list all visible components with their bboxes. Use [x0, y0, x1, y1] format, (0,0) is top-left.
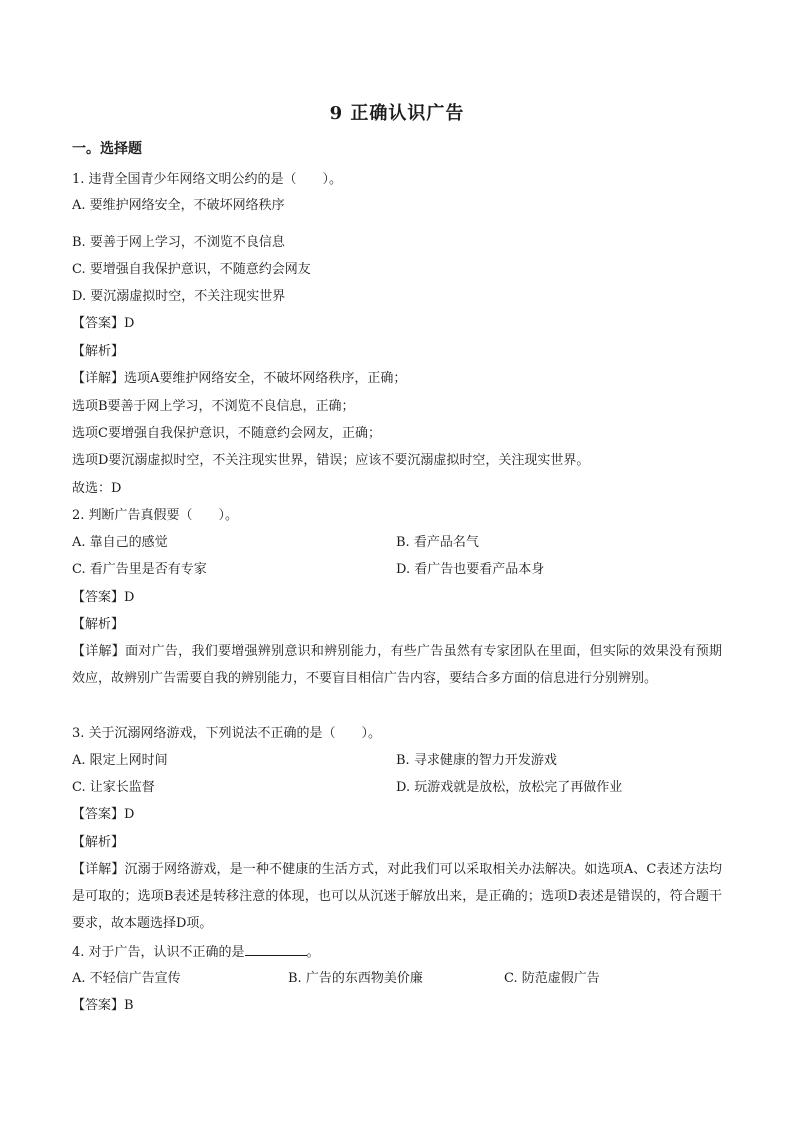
q1-option-a: A. 要维护网络安全，不破坏网络秩序	[72, 198, 285, 213]
q3-stem: 3. 关于沉溺网络游戏，下列说法不正确的是（ ）。	[72, 726, 382, 741]
answer-tag: 【答案】	[72, 316, 125, 331]
q1-detail-line-1	[72, 370, 406, 388]
q1-analysis-tag: 【解析】	[72, 344, 125, 359]
q3-option-b: B. 寻求健康的智力开发游戏	[396, 753, 557, 768]
q3-option-d: D. 玩游戏就是放松，放松完了再做作业	[396, 780, 623, 795]
q2-option-d: D. 看广告也要看产品本身	[396, 562, 545, 577]
q4-option-a: A. 不轻信广告宣传	[72, 971, 181, 986]
q3-detail	[72, 856, 722, 937]
page-title: 9 正确认识广告	[329, 103, 465, 124]
q4-option-b: B. 广告的东西物美价廉	[288, 971, 423, 986]
q3-answer	[72, 806, 134, 824]
q1-detail-line-2: 选项B要善于网上学习，不浏览不良信息，正确；	[72, 399, 355, 414]
q1-answer-value: D	[124, 316, 135, 331]
q2-analysis-tag: 【解析】	[72, 617, 125, 632]
q4-answer-blank	[245, 943, 307, 956]
q1-detail-line-3: 选项C要增强自我保护意识，不随意约会网友，正确；	[72, 426, 381, 441]
q2-detail	[72, 638, 722, 692]
q4-stem	[72, 943, 320, 962]
q2-answer	[72, 589, 134, 607]
detail-tag: 【详解】	[72, 862, 125, 877]
q1-option-d: D. 要沉溺虚拟时空，不关注现实世界	[72, 289, 286, 304]
q2-option-c: C. 看广告里是否有专家	[72, 562, 207, 577]
q3-answer-value: D	[124, 807, 135, 822]
q1-stem: 1. 违背全国青少年网络文明公约的是（ ）。	[72, 172, 343, 187]
q4-answer-value: B	[124, 998, 134, 1013]
q2-detail-text: 面对广告，我们要增强辨别意识和辨别能力，有些广告虽然有专家团队在里面，但实际的效果没有预期效应，故辨别广告需要自我的辨别能力，不要盲目相信广告内容，要结合多方面的信息进行分别辨别。	[72, 644, 722, 686]
q3-option-a: A. 限定上网时间	[72, 753, 168, 768]
q1-detail-text-1: 选项A要维护网络安全，不破坏网络秩序，正确；	[124, 371, 407, 386]
q4-option-c: C. 防范虚假广告	[504, 971, 600, 986]
q3-option-c: C. 让家长监督	[72, 780, 155, 795]
q2-option-b: B. 看产品名气	[396, 535, 479, 550]
q1-option-b: B. 要善于网上学习，不浏览不良信息	[72, 235, 285, 250]
q3-analysis-tag: 【解析】	[72, 835, 125, 850]
detail-tag: 【详解】	[72, 644, 126, 659]
q2-answer-value: D	[124, 590, 135, 605]
q1-detail-line-4: 选项D要沉溺虚拟时空，不关注现实世界，错误；应该不要沉溺虚拟时空，关注现实世界。	[72, 453, 590, 468]
answer-tag: 【答案】	[72, 998, 125, 1013]
q1-conclusion: 故选：D	[72, 481, 122, 496]
detail-tag: 【详解】	[72, 371, 125, 386]
answer-tag: 【答案】	[72, 590, 125, 605]
q4-stem-prefix: 4. 对于广告，认识不正确的是	[72, 945, 245, 960]
q4-answer	[72, 997, 134, 1015]
q3-detail-text: 沉溺于网络游戏，是一种不健康的生活方式，对此我们可以采取相关办法解决。如选项A、C表述方法均是可取的；选项B表述是转移注意的体现，也可以从沉迷于解放出来，是正确的；选项D表述是错误的，符合题干要求，故本题选择D项。	[72, 862, 722, 931]
answer-tag: 【答案】	[72, 807, 125, 822]
q2-stem: 2. 判断广告真假要（ ）。	[72, 508, 239, 523]
q1-answer	[72, 315, 134, 333]
q2-option-a: A. 靠自己的感觉	[72, 535, 168, 550]
q1-option-c: C. 要增强自我保护意识，不随意约会网友	[72, 262, 311, 277]
q4-stem-suffix: 。	[306, 945, 320, 960]
section-heading: 一。选择题	[72, 141, 142, 157]
